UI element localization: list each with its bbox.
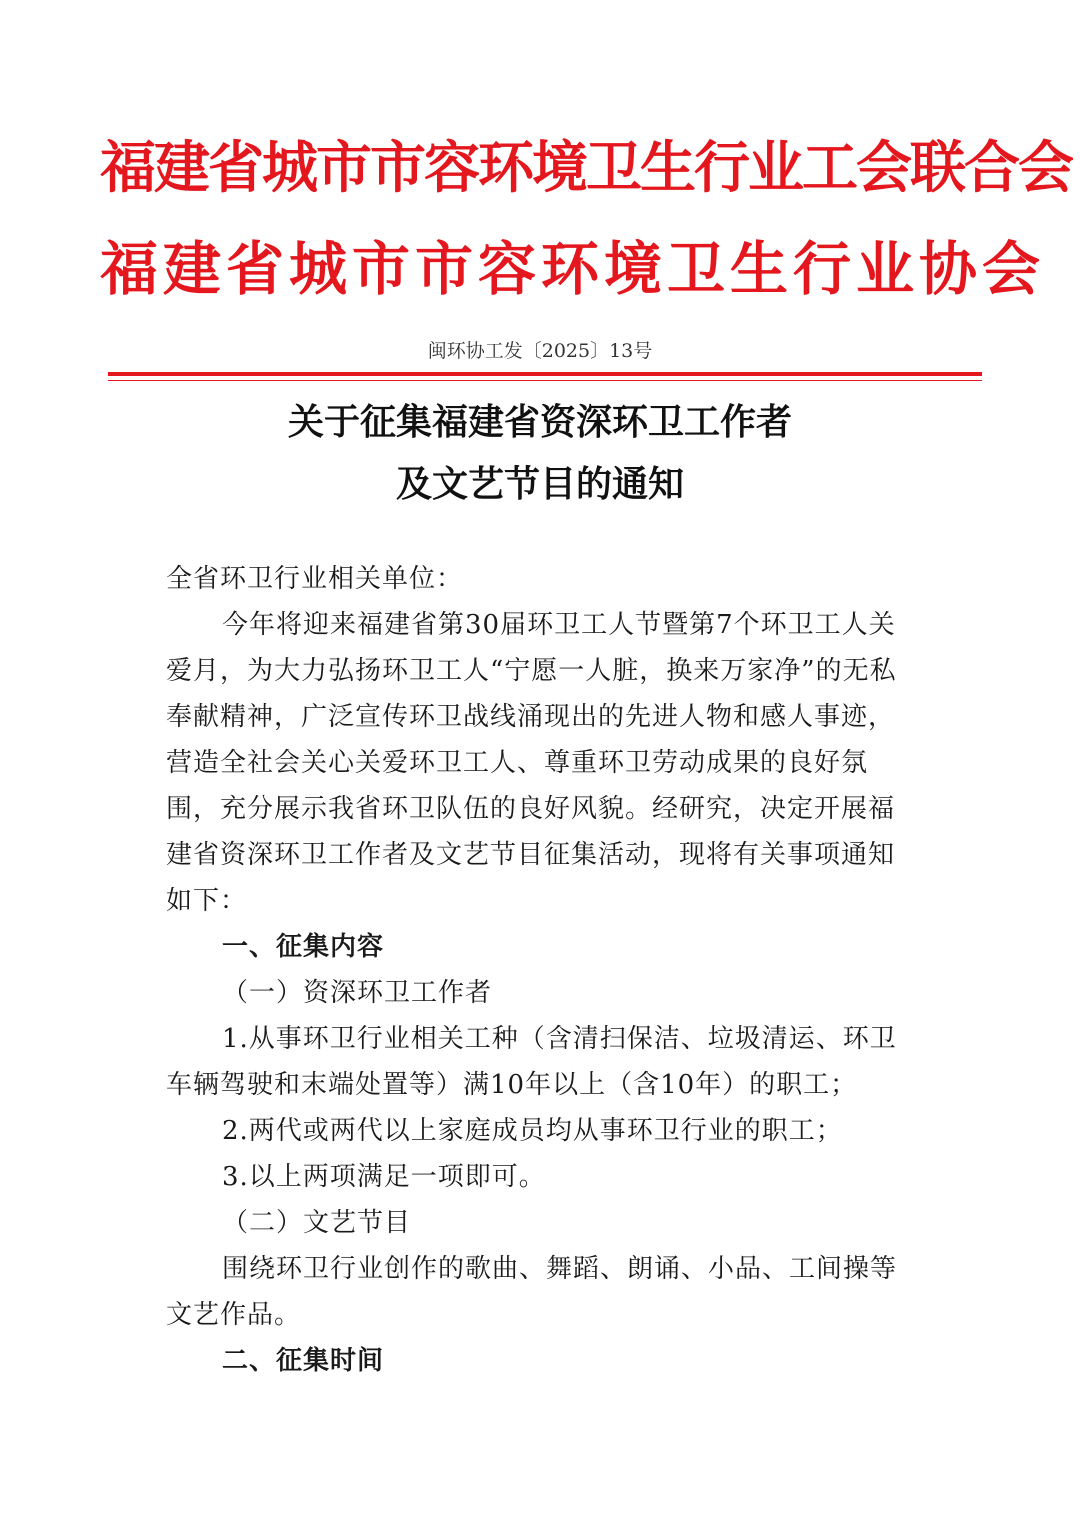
salutation: 全省环卫行业相关单位：	[166, 564, 464, 594]
list-item: 1.从事环卫行业相关工种（含清扫保洁、垃圾清运、环卫车辆驾驶和末端处置等）满10年以上（含10年）的职工；	[166, 1024, 897, 1100]
notice-title-line1: 关于征集福建省资深环卫工作者	[287, 401, 792, 443]
red-divider-thick	[108, 372, 982, 376]
document-number: 闽环协工发〔2025〕13号	[427, 340, 653, 362]
subsection-heading-performances: （二）文艺节目	[222, 1208, 412, 1238]
section-heading-time: 二、征集时间	[222, 1346, 385, 1376]
performances-paragraph: 围绕环卫行业创作的歌曲、舞蹈、朗诵、小品、工间操等文艺作品。	[166, 1254, 898, 1330]
list-item: 2.两代或两代以上家庭成员均从事环卫行业的职工；	[222, 1116, 843, 1146]
notice-body	[166, 556, 918, 1384]
org-name-union: 福建省城市市容环境卫生行业工会联合会	[100, 135, 1072, 201]
section-heading-content: 一、征集内容	[222, 932, 385, 962]
red-divider-thin	[108, 380, 982, 381]
list-item: 3.以上两项满足一项即可。	[222, 1162, 546, 1192]
subsection-heading-veterans: （一）资深环卫工作者	[222, 978, 493, 1008]
notice-title-line2: 及文艺节目的通知	[395, 463, 684, 505]
org-name-association: 福建省城市市容环境卫生行业协会	[100, 235, 1046, 303]
intro-paragraph: 今年将迎来福建省第30届环卫工人节暨第7个环卫工人关爱月，为大力弘扬环卫工人“宁愿一人脏，换来万家净”的无私奉献精神，广泛宣传环卫战线涌现出的先进人物和感人事迹，营造全社会关心关爱环卫工人、尊重环卫劳动成果的良好氛围，充分展示我省环卫队伍的良好风貌。经研究，决定开展福建省资深环卫工作者及文艺节目征集活动，现将有关事项通知如下：	[166, 610, 897, 916]
